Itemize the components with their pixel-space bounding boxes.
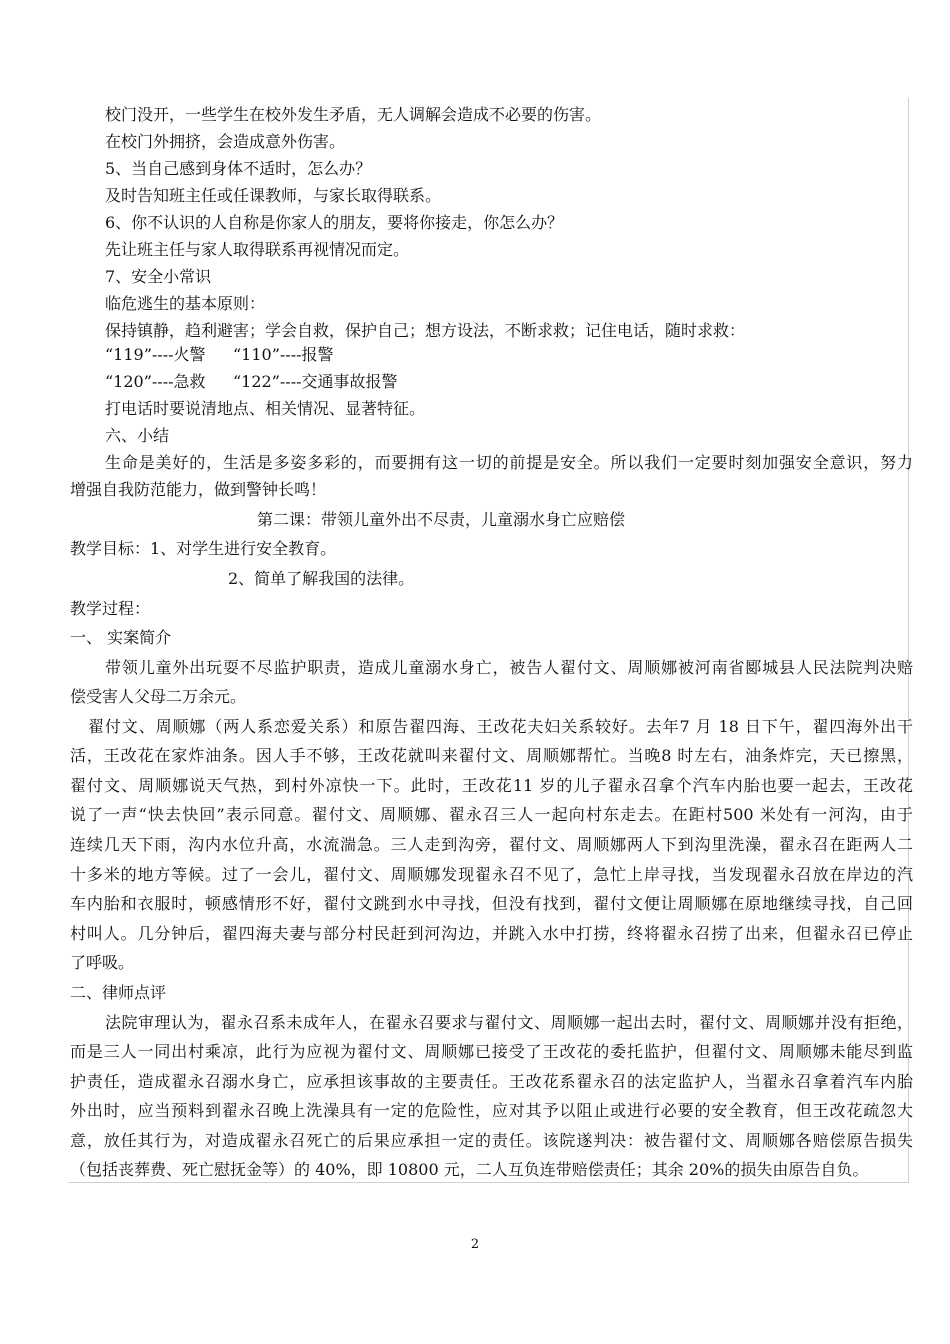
page-number: 2 — [470, 1237, 480, 1252]
paragraph-line: （包括丧葬费、死亡慰抚金等）的 40%，即 10800 元，二人互负连带赔偿责任；其余 20%的损失由原告自负。 — [70, 1160, 869, 1179]
list-item-7: 7、安全小常识 — [105, 267, 212, 286]
phone-row — [105, 370, 398, 394]
paragraph-line: 外出时，应当预料到翟永召晚上洗澡具有一定的危险性，应对其予以阻止或进行必要的安全教育，但王改花疏忽大 — [70, 1101, 913, 1120]
paragraph-line: 法院审理认为，翟永召系未成年人，在翟永召要求与翟付文、周顺娜一起出去时，翟付文、周顺娜并没有拒绝， — [105, 1013, 913, 1032]
lesson-title: 第二课：带领儿童外出不尽责，儿童溺水身亡应赔偿 — [257, 510, 626, 529]
paragraph-line: 车内胎和衣服时，顿感情形不好，翟付文跳到水中寻找，但没有找到，翟付文便让周顺娜在原地继续寻找，自己回 — [70, 894, 913, 913]
paragraph-line: 翟付文、周顺娜（两人系恋爱关系）和原告翟四海、王改花夫妇关系较好。去年7 月 18 日下午，翟四海外出干 — [88, 717, 913, 736]
list-item-6: 6、你不认识的人自称是你家人的朋友，要将你接走，你怎么办？ — [105, 213, 564, 232]
page-frame-bottom-border — [68, 1182, 909, 1183]
paragraph-line: 连续几天下雨，沟内水位升高，水流湍急。三人走到沟旁，翟付文、周顺娜两人下到沟里洗澡，翟永召在距两人二 — [70, 835, 913, 854]
paragraph-line: 先让班主任与家人取得联系再视情况而定。 — [105, 240, 410, 259]
teaching-process: 教学过程： — [70, 599, 151, 618]
list-item-5: 5、当自己感到身体不适时，怎么办？ — [105, 159, 372, 178]
paragraph-line: 十多米的地方等候。过了一会儿，翟付文、周顺娜发现翟永召不见了，急忙上岸寻找，当发现翟永召放在岸边的汽 — [70, 865, 913, 884]
phone-police: “110”----报警 — [233, 345, 334, 364]
paragraph-line: 偿受害人父母二万余元。 — [70, 687, 247, 706]
paragraph-line: 增强自我防范能力，做到警钟长鸣！ — [70, 480, 327, 499]
teaching-goal: 教学目标：1、对学生进行安全教育。 — [70, 539, 337, 558]
paragraph-line: 活，王改花在家炸油条。因人手不够，王改花就叫来翟付文、周顺娜帮忙。当晚8 时左右，油条炸完，天已擦黑， — [70, 746, 913, 765]
paragraph-line: 而是三人一同出村乘凉，此行为应视为翟付文、周顺娜已接受了王改花的委托监护，但翟付文、周顺娜未能尽到监 — [70, 1042, 913, 1061]
paragraph-line: 翟付文、周顺娜说天气热，到村外凉快一下。此时，王改花11 岁的儿子翟永召拿个汽车内胎也要一起去，王改花 — [70, 776, 913, 795]
paragraph-line: 保持镇静，趋利避害；学会自救，保护自己；想方设法，不断求救；记住电话，随时求救： — [105, 321, 746, 340]
paragraph-line: 在校门外拥挤，会造成意外伤害。 — [105, 132, 346, 151]
paragraph-line: 打电话时要说清地点、相关情况、显著特征。 — [105, 399, 426, 418]
paragraph-line: 意，放任其行为，对造成翟永召死亡的后果应承担一定的责任。该院遂判决：被告翟付文、周顺娜各赔偿原告损失 — [70, 1131, 913, 1150]
phone-traffic: “122”----交通事故报警 — [233, 372, 398, 391]
paragraph-line: 村叫人。几分钟后，翟四海夫妻与部分村民赶到河沟边，并跳入水中打捞，终将翟永召捞了出来，但翟永召已停止 — [70, 924, 913, 943]
teaching-goal-2: 2、简单了解我国的法律。 — [228, 569, 415, 588]
phone-fire: “119”----火警 — [105, 345, 206, 364]
section-heading: 六、小结 — [105, 426, 170, 445]
phone-row — [105, 343, 334, 367]
section-heading: 一、 实案简介 — [70, 628, 172, 647]
paragraph-line: 校门没开，一些学生在校外发生矛盾，无人调解会造成不必要的伤害。 — [105, 105, 602, 124]
section-heading: 二、律师点评 — [70, 983, 167, 1002]
paragraph-line: 护责任，造成翟永召溺水身亡，应承担该事故的主要责任。王改花系翟永召的法定监护人，当翟永召拿着汽车内胎 — [70, 1072, 913, 1091]
paragraph-line: 及时告知班主任或任课教师，与家长取得联系。 — [105, 186, 442, 205]
paragraph-line: 说了一声“快去快回”表示同意。翟付文、周顺娜、翟永召三人一起向村东走去。在距村500 米处有一河沟，由于 — [70, 805, 913, 824]
phone-ambulance: “120”----急救 — [105, 372, 206, 391]
paragraph-line: 临危逃生的基本原则： — [105, 294, 266, 313]
paragraph-line: 生命是美好的，生活是多姿多彩的，而要拥有这一切的前提是安全。所以我们一定要时刻加强安全意识，努力 — [105, 453, 913, 472]
paragraph-line: 带领儿童外出玩耍不尽监护职责，造成儿童溺水身亡，被告人翟付文、周顺娜被河南省郾城县人民法院判决赔 — [105, 658, 913, 677]
paragraph-line: 了呼吸。 — [70, 953, 135, 972]
